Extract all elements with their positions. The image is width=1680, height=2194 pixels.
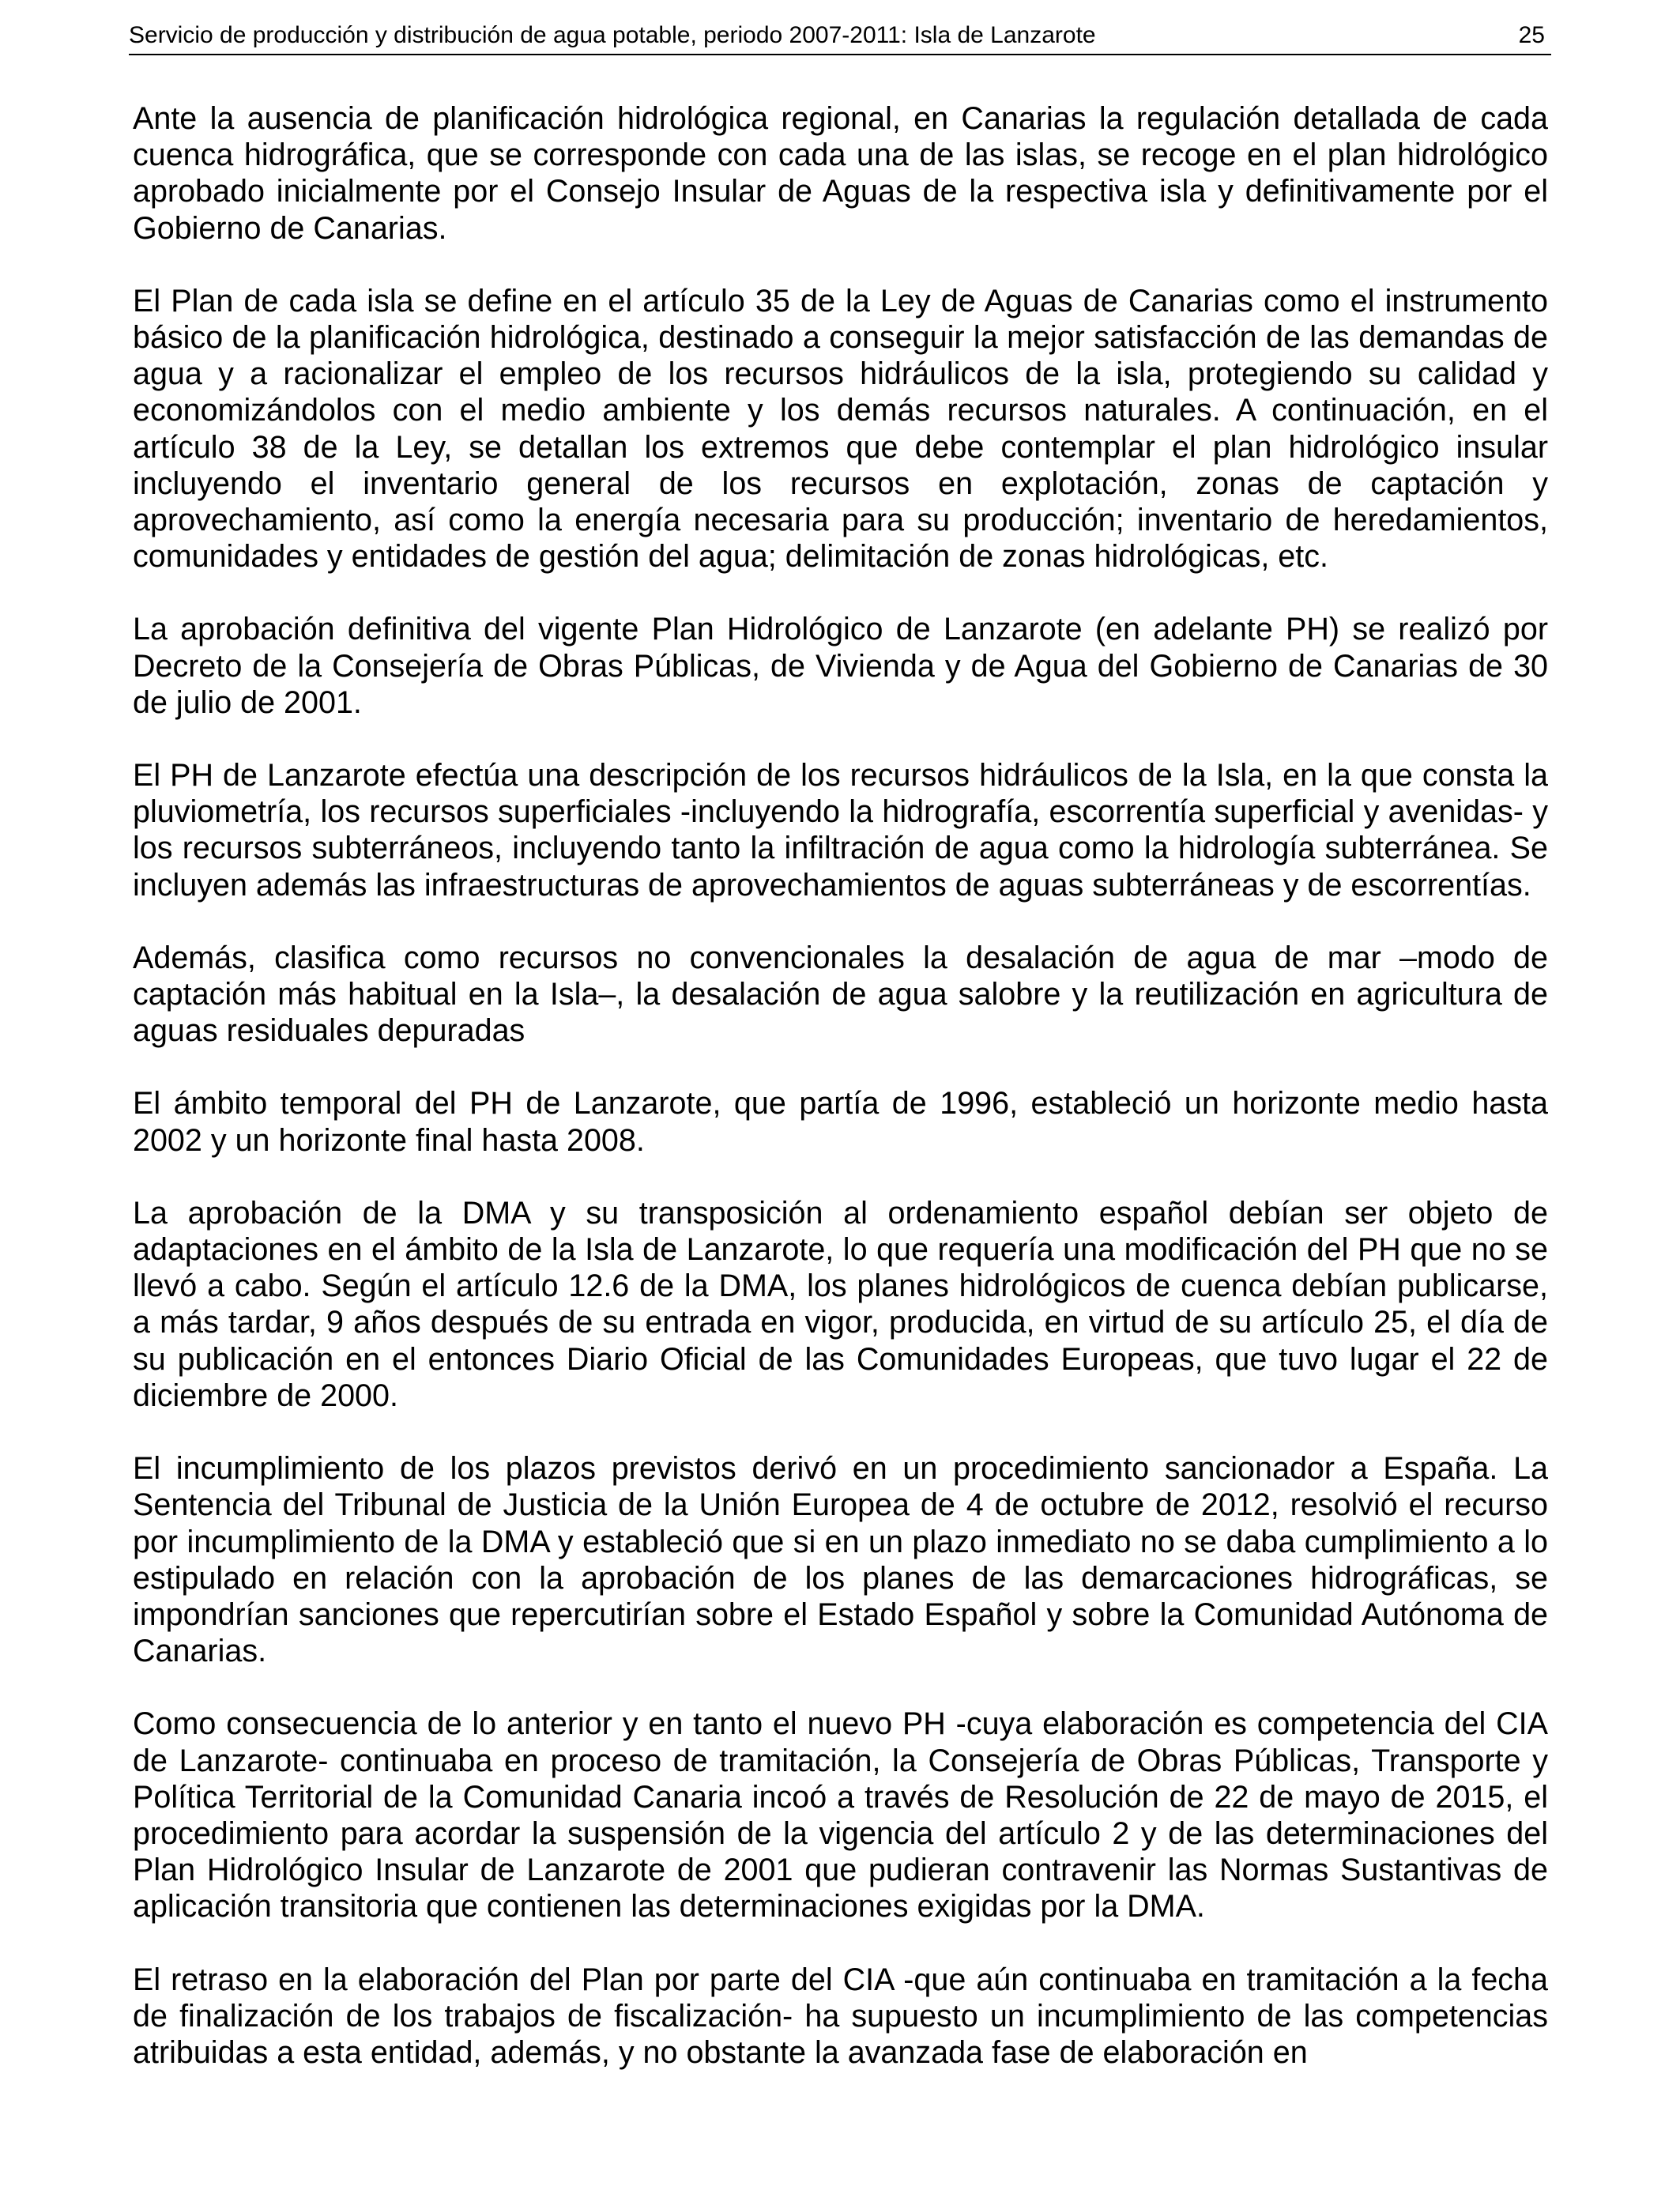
paragraph: La aprobación de la DMA y su transposición al ordenamiento español debían ser objeto de adaptaciones en el ámbito de la Isla de Lanzarote, lo que requería una modificación del PH que no se llevó a cabo. Según el artículo 12.6 de la DMA, los planes hidrológicos de cuenca debían publicarse, a más tardar, 9 años después de su entrada en vigor, producida, en virtud de su artículo 25, el día de su publicación en el entonces Diario Oficial de las Comunidades Europeas, que tuvo lugar el 22 de diciembre de 2000. [133, 1195, 1548, 1413]
paragraph: El incumplimiento de los plazos previstos derivó en un procedimiento sancionador a España. La Sentencia del Tribunal de Justicia de la Unión Europea de 4 de octubre de 2012, resolvió el recurso por incumplimiento de la DMA y estableció que si en un plazo inmediato no se daba cumplimiento a lo estipulado en relación con la aprobación de los planes de las demarcaciones hidrográficas, se impondrían sanciones que repercutirían sobre el Estado Español y sobre la Comunidad Autónoma de Canarias. [133, 1451, 1548, 1669]
paragraph: Como consecuencia de lo anterior y en tanto el nuevo PH -cuya elaboración es competencia del CIA de Lanzarote- continuaba en proceso de tramitación, la Consejería de Obras Públicas, Transporte y Política Territorial de la Comunidad Canaria incoó a través de Resolución de 22 de mayo de 2015, el procedimiento para acordar la suspensión de la vigencia del artículo 2 y de las determinaciones del Plan Hidrológico Insular de Lanzarote de 2001 que pudieran contravenir las Normas Sustantivas de aplicación transitoria que contienen las determinaciones exigidas por la DMA. [133, 1706, 1548, 1924]
page-number: 25 [1518, 22, 1545, 48]
paragraph: El Plan de cada isla se define en el artículo 35 de la Ley de Aguas de Canarias como el instrumento básico de la planificación hidrológica, destinado a conseguir la mejor satisfacción de las demandas de agua y a racionalizar el empleo de los recursos hidráulicos de la isla, protegiendo su calidad y economizándolos con el medio ambiente y los demás recursos naturales. A continuación, en el artículo 38 de la Ley, se detallan los extremos que debe contemplar el plan hidrológico insular incluyendo el inventario general de los recursos en explotación, zonas de captación y aprovechamiento, así como la energía necesaria para su producción; inventario de heredamientos, comunidades y entidades de gestión del agua; delimitación de zonas hidrológicas, etc. [133, 283, 1548, 575]
body-text [133, 100, 1548, 2107]
paragraph: Ante la ausencia de planificación hidrológica regional, en Canarias la regulación detallada de cada cuenca hidrográfica, que se corresponde con cada una de las islas, se recoge en el plan hidrológico aprobado inicialmente por el Consejo Insular de Aguas de la respectiva isla y definitivamente por el Gobierno de Canarias. [133, 101, 1548, 246]
paragraph: Además, clasifica como recursos no convencionales la desalación de agua de mar –modo de captación más habitual en la Isla–, la desalación de agua salobre y la reutilización en agricultura de aguas residuales depuradas [133, 940, 1548, 1049]
paragraph: El retraso en la elaboración del Plan por parte del CIA -que aún continuaba en tramitación a la fecha de finalización de los trabajos de fiscalización- ha supuesto un incumplimiento de las competencias atribuidas a esta entidad, además, y no obstante la avanzada fase de elaboración en [133, 1962, 1548, 2070]
running-header [129, 17, 1551, 55]
paragraph: El ámbito temporal del PH de Lanzarote, que partía de 1996, estableció un horizonte medio hasta 2002 y un horizonte final hasta 2008. [133, 1086, 1548, 1158]
paragraph: El PH de Lanzarote efectúa una descripción de los recursos hidráulicos de la Isla, en la que consta la pluviometría, los recursos superficiales -incluyendo la hidrografía, escorrentía superficial y avenidas- y los recursos subterráneos, incluyendo tanto la infiltración de agua como la hidrología subterránea. Se incluyen además las infraestructuras de aprovechamientos de aguas subterráneas y de escorrentías. [133, 758, 1548, 903]
header-title: Servicio de producción y distribución de agua potable, periodo 2007-2011: Isla de Lanzarote [129, 22, 1096, 48]
paragraph: La aprobación definitiva del vigente Plan Hidrológico de Lanzarote (en adelante PH) se realizó por Decreto de la Consejería de Obras Públicas, de Vivienda y de Agua del Gobierno de Canarias de 30 de julio de 2001. [133, 612, 1548, 720]
